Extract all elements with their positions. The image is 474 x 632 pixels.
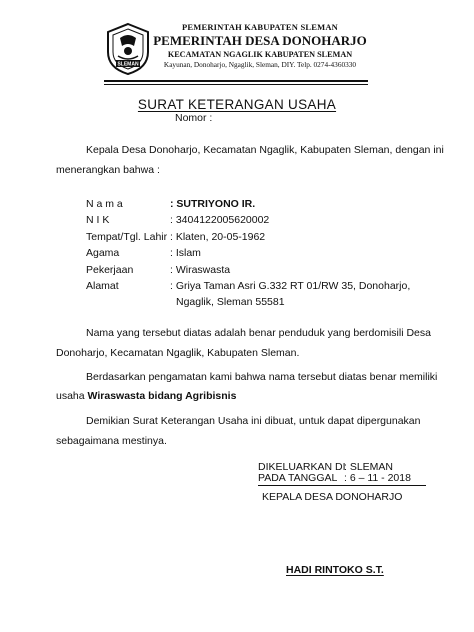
- field-label-agama: Agama: [86, 247, 120, 259]
- document-title: [0, 97, 474, 112]
- field-value-ttl: : Klaten, 20-05-1962: [170, 231, 266, 243]
- intro-line2: menerangkan bahwa :: [56, 164, 160, 176]
- para2-business: Wiraswasta bidang Agribisnis: [87, 390, 237, 402]
- field-label-ttl: Tempat/Tgl. Lahir: [86, 231, 168, 243]
- letterhead: [150, 22, 370, 70]
- nomor-label: Nomor :: [175, 112, 213, 124]
- para3-line2: sebagaimana mestinya.: [56, 435, 167, 447]
- field-label-alamat: Alamat: [86, 280, 119, 292]
- para1-line1: Nama yang tersebut diatas adalah benar penduduk yang berdomisili Desa: [86, 327, 431, 339]
- signer-position: KEPALA DESA DONOHARJO: [262, 491, 403, 503]
- issued-value: : SLEMAN: [344, 461, 394, 473]
- field-value-nik: : 3404122005620002: [170, 214, 270, 226]
- sleman-logo-icon: [104, 22, 152, 76]
- field-value-alamat: : Griya Taman Asri G.332 RT 01/RW 35, Donoharjo,: [170, 280, 411, 292]
- field-value-pekerjaan: : Wiraswasta: [170, 264, 231, 276]
- letterhead-line3: KECAMATAN NGAGLIK KABUPATEN SLEMAN: [167, 50, 353, 59]
- date-label: PADA TANGGAL: [258, 472, 338, 484]
- issued-label: DIKELUARKAN DI: [258, 461, 346, 473]
- field-label-nama: N a m a: [86, 198, 123, 210]
- letterhead-line2: PEMERINTAH DESA DONOHARJO: [153, 33, 367, 48]
- field-label-nik: N I K: [86, 214, 110, 226]
- letterhead-divider-thin: [104, 84, 368, 85]
- field-value-agama: : Islam: [170, 247, 201, 259]
- letterhead-address: Kayunan, Donoharjo, Ngaglik, Sleman, DIY. Telp. 0274-4360330: [163, 60, 357, 69]
- para2-line1: Berdasarkan pengamatan kami bahwa nama tersebut diatas benar memiliki: [86, 371, 438, 383]
- para3-line1: Demikian Surat Keterangan Usaha ini dibuat, untuk dapat dipergunakan: [86, 415, 421, 427]
- intro-line1: Kepala Desa Donoharjo, Kecamatan Ngaglik, Kabupaten Sleman, dengan ini: [86, 144, 444, 156]
- logo-text: SLEMAN: [117, 61, 139, 68]
- document-title-text: SURAT KETERANGAN USAHA: [137, 97, 337, 112]
- para2-prefix: usaha: [56, 390, 88, 402]
- field-label-pekerjaan: Pekerjaan: [86, 264, 134, 276]
- letterhead-line1: PEMERINTAH KABUPATEN SLEMAN: [181, 22, 339, 32]
- field-value-nama: : SUTRIYONO IR.: [170, 198, 256, 210]
- field-value-alamat-cont: Ngaglik, Sleman 55581: [176, 296, 285, 308]
- letterhead-divider-thick: [104, 80, 368, 82]
- para1-line2: Donoharjo, Kecamatan Ngaglik, Kabupaten Sleman.: [56, 347, 300, 359]
- date-value: : 6 – 11 - 2018: [344, 472, 411, 484]
- signature-divider: [258, 485, 426, 486]
- signer-name: HADI RINTOKO S.T.: [286, 564, 384, 576]
- para2-line2: [56, 390, 236, 403]
